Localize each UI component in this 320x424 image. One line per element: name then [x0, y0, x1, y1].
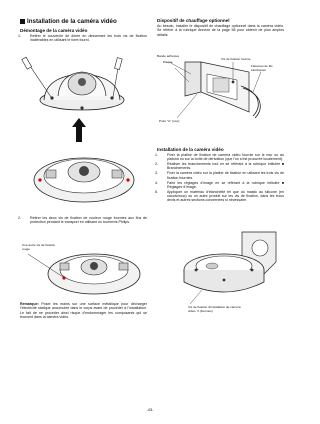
label-bande-adhesive: Bande adhésive [157, 54, 180, 58]
dismount-subtitle: Démontage de la caméra vidéo [20, 28, 88, 33]
page-number: -43- [146, 407, 154, 412]
step-text: Retirer le couvercle de dôme en desserrant les trois vis de fixation inaltérables en utilisant le foret fourni. [30, 34, 147, 43]
dome-cover-illustration [20, 46, 150, 121]
step-text: Fixer la platine de fixation de caméra vidéo fournie sur le mur ou au plafond ou sur la boîte de dérivation (que l’on s’est procurée localement). [167, 153, 284, 162]
step-number: 4. [155, 180, 158, 185]
heater-paragraph: Au besoin, installer le dispositif de chauffage optionnel dans la caméra vidéo. Se référer à la rubrique Annexe de la page 58 pour obtenir de plus amples détails. [157, 24, 284, 37]
callout-red-screw-label: Une autre vis de fixation rouge [22, 243, 56, 251]
mount-bracket-illustration [172, 222, 287, 312]
install-steps-list [155, 153, 284, 203]
section-title [20, 18, 155, 25]
heater-title: Dispositif de chauffage optionnel [157, 18, 230, 23]
label-bracket-screws: Vis de fixation d’installation de caméra vidéo: 3 (fournies) [188, 305, 241, 313]
remark-block [20, 302, 147, 319]
label-plaque: Plaque [163, 60, 173, 64]
section-title-text: Installation de la caméra vidéo [27, 18, 117, 25]
step-number: 5. [155, 189, 158, 194]
label-faisceau: Faisceau de fils électriques [251, 64, 273, 72]
step-number: 1. [155, 153, 158, 157]
dismount-step-2 [18, 216, 147, 225]
remark-label: Remarque: [20, 302, 39, 306]
install-subtitle: Installation de la caméra vidéo [157, 147, 224, 152]
section-bullet-square [20, 19, 25, 24]
up-arrow-icon [72, 118, 86, 142]
step-text: Fixer la caméra vidéo sur la platine de fixation en utilisant les trois vis de fixation fournies. [167, 171, 284, 180]
camera-body-illustration [20, 140, 150, 210]
label-vis-fixation: Vis de fixation fournie [221, 57, 251, 61]
install-step-3 [155, 171, 284, 180]
dismount-step-1 [18, 34, 147, 43]
step-text: Retirer les deux vis de fixation de couleur rouge fournies aux fins de protection pendant le transport en utilisant un tournevis Philips. [30, 216, 147, 225]
install-step-4 [155, 180, 284, 190]
step-number: 2. [18, 216, 21, 220]
step-number: 2. [155, 162, 158, 167]
step-number: 3. [155, 171, 158, 176]
label-point-a: Point "A" (mur) [159, 119, 180, 123]
install-step-5 [155, 189, 284, 203]
step-text: Faire les réglages d’image en se référant à la rubrique intitulée ■ Réglages d’image. [167, 180, 284, 189]
step-text: Réaliser les branchements tout en se référant à la rubrique intitulée ■ Branchements. [167, 162, 284, 171]
step-number: 1. [18, 34, 21, 38]
install-step-2 [155, 162, 284, 171]
step-text: Appliquer un matériau d’étanchéité tel que du mastic au silicone (en caoutchouc) ou un autre produit sur les vis de fixation, dans les trous devis et autres sections concernées si nécessaire. [167, 189, 284, 203]
remark-text: Poser les mains sur une surface métallique pour décharger l’électricité statique accumulée dans le corps avant de procéder à l’installation. Le fait de ne procéder ainsi risque d’endommager les composants qui se trouvent dans la caméra vidéo. [20, 302, 148, 319]
install-step-1 [155, 153, 284, 162]
